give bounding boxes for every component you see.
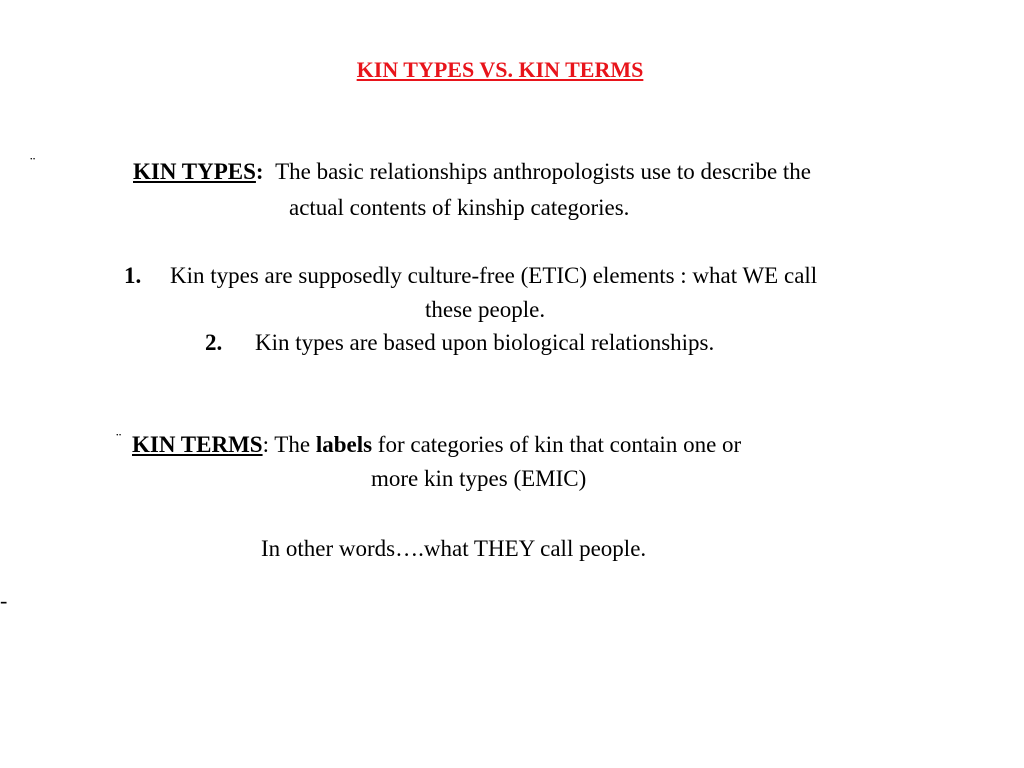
list-item-1-continuation: these people.	[425, 297, 546, 322]
kin-terms-definition-line1	[132, 431, 741, 459]
kin-types-heading: KIN TYPES	[133, 159, 256, 184]
kin-types-definition-text: The basic relationships anthropologists use to describe the	[275, 159, 812, 184]
list-item-2	[205, 329, 714, 357]
kin-types-definition-line2: actual contents of kinship categories.	[289, 195, 630, 220]
list-item-2-text: Kin types are based upon biological relationships.	[255, 330, 715, 355]
kin-terms-text-before: : The	[262, 432, 316, 457]
list-item-1-number: 1.	[124, 263, 142, 288]
list-item-1-text: Kin types are supposedly culture-free (ETIC) elements : what WE call	[170, 263, 818, 288]
kin-types-definition-line1	[133, 158, 811, 186]
list-item-1	[124, 262, 817, 290]
summary-text: In other words….what THEY call people.	[261, 536, 647, 561]
list-item-2-number: 2.	[205, 330, 223, 355]
kin-types-heading-colon: :	[255, 159, 264, 184]
slide-title: KIN TYPES VS. KIN TERMS	[356, 57, 644, 82]
kin-terms-definition-line2: more kin types (EMIC)	[371, 466, 587, 491]
bullet-icon: ¨	[116, 431, 122, 448]
kin-terms-heading: KIN TERMS	[132, 432, 263, 457]
kin-terms-text-after: for categories of kin that contain one or	[372, 432, 742, 457]
kin-terms-bold-word: labels	[315, 432, 373, 457]
stray-dash-mark: -	[0, 588, 8, 613]
bullet-icon: ¨	[30, 155, 36, 172]
